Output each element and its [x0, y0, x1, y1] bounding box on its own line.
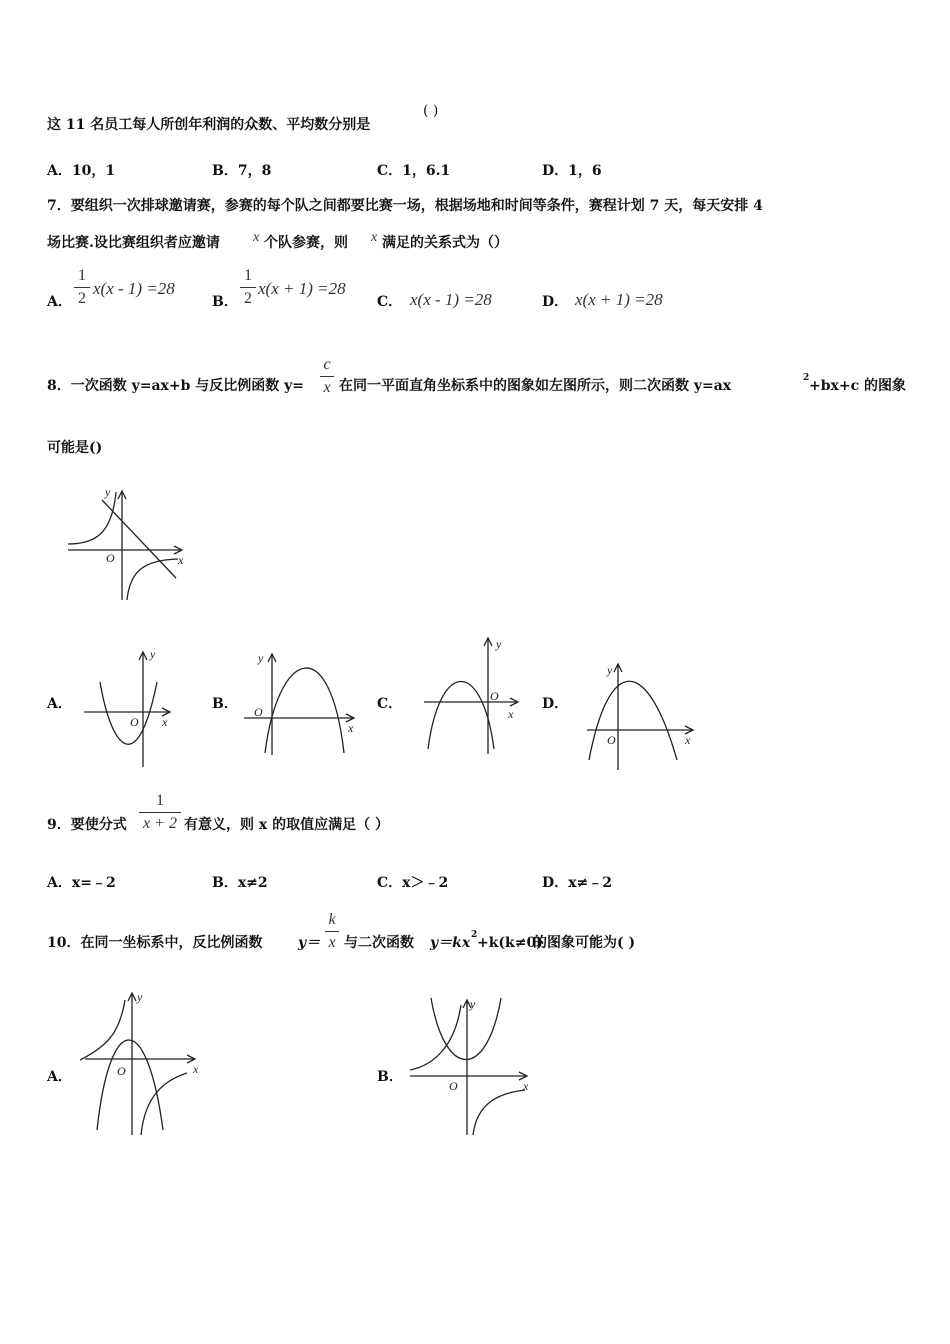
x-axis-label: x — [348, 721, 354, 735]
q8-option-c-graph[interactable] — [420, 634, 525, 759]
q9-option-a[interactable]: A．x=﹣2 — [47, 875, 116, 891]
q9-fraction: 1 x + 2 — [139, 793, 181, 832]
q7-option-d-label[interactable]: D． — [542, 294, 569, 310]
q7-option-d-expr: x(x + 1) =28 — [575, 290, 663, 309]
q8-text-part2: 在同一平面直角坐标系中的图象如左图所示，则二次函数 y=ax — [339, 378, 732, 394]
q10-text-part3: 的图象可能为( ) — [533, 935, 636, 951]
q9-option-b[interactable]: B．x≠2 — [212, 875, 268, 891]
y-axis-label: y — [470, 997, 476, 1011]
x-axis-label: x — [685, 733, 691, 747]
q9-option-d[interactable]: D．x≠﹣2 — [542, 875, 612, 891]
q7-option-b-expr: x(x + 1) =28 — [258, 279, 346, 298]
q7-option-a-expr: x(x - 1) =28 — [93, 279, 175, 298]
y-axis-label: y — [137, 990, 143, 1004]
q8-option-a-graph[interactable] — [80, 642, 180, 772]
x-axis-label: x — [178, 553, 184, 567]
q8-text-part1: 8．一次函数 y=ax+b 与反比例函数 y= — [47, 378, 305, 394]
q9-prefix: 9．要使分式 — [47, 817, 127, 833]
q8-option-b-graph[interactable] — [240, 650, 360, 760]
y-axis-label: y — [105, 485, 111, 499]
hyperbola-right-branch — [127, 559, 178, 600]
y-axis-label: y — [258, 651, 264, 665]
q8-superscript: 2 — [803, 373, 810, 383]
q8-option-d-label[interactable]: D． — [542, 696, 569, 712]
y-axis-label: y — [496, 637, 502, 651]
hyperbola-left-branch — [68, 492, 116, 544]
q6-option-c[interactable]: C．1，6.1 — [377, 163, 451, 179]
origin-label: O — [254, 705, 263, 719]
origin-label: O — [607, 733, 616, 747]
q10-text-part2: 与二次函数 — [344, 935, 414, 951]
q10-fraction-k-over-x: k x — [325, 912, 339, 951]
hyperbola-lower-right-branch — [473, 1090, 525, 1135]
origin-label: O — [117, 1064, 126, 1078]
parabola-opening-down — [265, 668, 344, 753]
hyperbola-upper-left-branch — [410, 1005, 461, 1070]
q7-option-b-label[interactable]: B． — [212, 294, 238, 310]
q6-option-b[interactable]: B．7，8 — [212, 163, 272, 179]
q9-suffix: 有意义，则 x 的取值应满足（ ） — [184, 817, 389, 833]
q8-option-a-label[interactable]: A． — [47, 696, 72, 712]
q7-var-x-2: x — [371, 230, 378, 245]
parabola-opening-down — [97, 1040, 163, 1130]
q6-option-d[interactable]: D．1，6 — [542, 163, 602, 179]
origin-label: O — [130, 715, 139, 729]
q7-line2-c: 满足的关系式为（） — [382, 235, 508, 251]
x-axis-label: x — [193, 1062, 199, 1076]
q10-option-a-label[interactable]: A． — [47, 1069, 72, 1085]
q7-option-a-label[interactable]: A． — [47, 294, 72, 310]
parabola-opening-up — [100, 682, 157, 744]
q8-text-line2: 可能是() — [47, 440, 103, 456]
q7-option-c-expr: x(x - 1) =28 — [410, 290, 492, 309]
q7-option-b-fraction: 1 2 — [240, 268, 256, 307]
q7-option-a-fraction: 1 2 — [74, 268, 90, 307]
x-axis-label: x — [162, 715, 168, 729]
origin-label: O — [106, 551, 115, 565]
x-axis-label: x — [508, 707, 514, 721]
q10-option-b-graph[interactable] — [405, 990, 540, 1140]
q7-line2-a: 场比赛.设比赛组织者应邀请 — [47, 235, 220, 251]
q10-option-a-graph[interactable] — [75, 985, 210, 1140]
q8-text-part3: +bx+c 的图象 — [809, 378, 906, 394]
q10-y-eq: y＝ — [298, 935, 321, 951]
parabola-opening-down — [589, 681, 677, 760]
q6-text: 这 11 名员工每人所创年利润的众数、平均数分别是 — [47, 117, 371, 133]
q10-text-part1: 10．在同一坐标系中，反比例函数 — [47, 935, 263, 951]
linear-function-line — [102, 500, 176, 578]
q7-option-c-label[interactable]: C． — [377, 294, 403, 310]
q6-paren: ( ) — [423, 103, 439, 119]
q10-expr-part2: +k(k≠0) — [477, 935, 543, 951]
x-axis-label: x — [523, 1079, 529, 1093]
q9-option-c[interactable]: C．x＞﹣2 — [377, 875, 449, 891]
q7-var-x-1: x — [253, 230, 260, 245]
parabola-opening-down — [428, 682, 494, 750]
parabola-opening-up — [431, 998, 501, 1060]
q10-superscript: 2 — [471, 930, 478, 940]
q10-expr-part1: y＝kx — [430, 935, 471, 951]
hyperbola-upper-left-branch — [80, 1000, 125, 1060]
q6-option-a[interactable]: A．10，1 — [47, 163, 116, 179]
q8-fraction-c-over-x: c x — [320, 357, 334, 396]
y-axis-label: y — [607, 663, 613, 677]
origin-label: O — [449, 1079, 458, 1093]
q7-line2-b: 个队参赛，则 — [264, 235, 348, 251]
origin-label: O — [490, 689, 499, 703]
q10-option-b-label[interactable]: B． — [377, 1069, 403, 1085]
y-axis-label: y — [150, 647, 156, 661]
q8-option-d-graph[interactable] — [585, 660, 700, 775]
hyperbola-lower-right-branch — [141, 1073, 187, 1135]
q7-line1: 7．要组织一次排球邀请赛，参赛的每个队之间都要比赛一场，根据场地和时间等条件，赛程计划 7 天，每天安排 4 — [47, 198, 763, 214]
q8-reference-graph — [60, 482, 190, 607]
q8-option-b-label[interactable]: B． — [212, 696, 238, 712]
q8-option-c-label[interactable]: C． — [377, 696, 403, 712]
